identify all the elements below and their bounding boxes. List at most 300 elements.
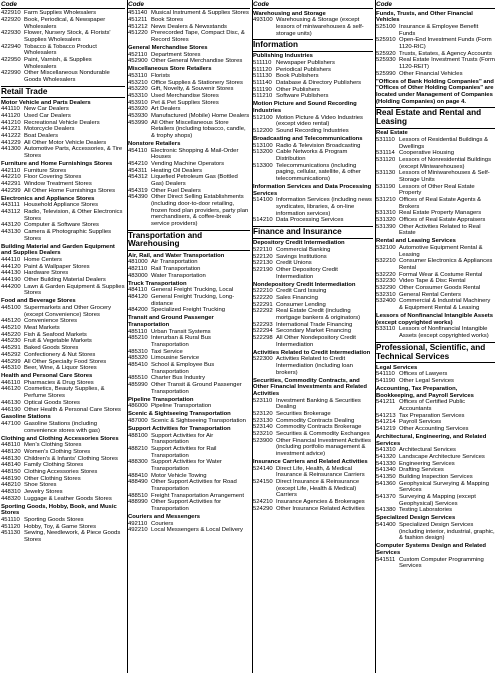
activity-description: Paint, Varnish, & Supplies Wholesalers (24, 56, 92, 70)
code-row (1, 456, 125, 463)
activity-description: Fish & Seafood Markets (24, 331, 87, 338)
activity-description: Cooperative Housing (399, 150, 455, 157)
naics-code: 444190 (1, 277, 21, 284)
activity-description: Prerecorded Tape, Compact Disc, & Record Stores (151, 30, 245, 43)
naics-code: 524140 (253, 465, 273, 472)
naics-code: 445310 (1, 365, 21, 372)
subsector-heading: Health and Personal Care Stores (1, 373, 93, 380)
code-row (1, 44, 125, 57)
naics-code: 422950 (1, 56, 21, 63)
code-row (1, 140, 125, 147)
activity-description: Support Activities for Rail Transportation (151, 445, 217, 459)
code-row (376, 57, 495, 70)
activity-description: Commercial & Industrial Machinery & Equipment Rental & Leasing (399, 298, 491, 312)
code-row (376, 24, 495, 37)
activity-description: Electronic Shopping & Mail-Order Houses (151, 147, 239, 161)
naics-code: 493100 (253, 17, 273, 24)
activity-description: Supermarkets and Other Grocery (except Convenience) Stores (24, 305, 112, 318)
code-row (128, 329, 250, 336)
activity-description: Men's Clothing Stores (24, 442, 82, 449)
naics-code: 488300 (128, 459, 148, 466)
naics-code: 532230 (376, 278, 396, 285)
code-row (253, 308, 373, 321)
subsector-heading: Truck Transportation (128, 280, 187, 287)
naics-code: 541214 (376, 419, 396, 426)
naics-code: 453220 (128, 86, 148, 93)
code-row (128, 194, 250, 227)
subsector-heading: Warehousing and Storage (253, 10, 326, 17)
activity-description: Testing Laboratories (399, 507, 453, 514)
naics-code: 531210 (376, 196, 396, 203)
naics-code: 541110 (376, 371, 395, 378)
activity-description: Investment Banking & Securities Dealing (276, 397, 361, 411)
column-4 (375, 0, 497, 673)
naics-code: 422910 (1, 10, 21, 17)
activity-description: Offices of Lawyers (399, 371, 448, 378)
activity-description: Securities & Commodity Exchanges (276, 430, 370, 437)
code-row (253, 197, 373, 217)
naics-code: 485310 (128, 348, 148, 355)
code-row (253, 335, 373, 348)
activity-description: Baked Goods Stores (24, 345, 79, 352)
activity-description: Optical Goods Stores (24, 399, 80, 406)
code-row (253, 267, 373, 280)
code-row (1, 318, 125, 325)
activity-description: Direct Life, Health, & Medical Insurance & Reinsurance Carriers (276, 465, 365, 479)
subsector-heading: Lessors of Nonfinancial Intangible Assets (except copyrighted works) (376, 312, 493, 326)
activity-description: Camera & Photographic Supplies Stores (24, 229, 112, 242)
naics-code: 442110 (1, 167, 21, 174)
naics-code: 443111 (1, 202, 20, 209)
activity-description: Real Estate Credit (including mortgage bankers & originators) (276, 308, 361, 321)
subsector-heading: Nondepository Credit Intermediation (253, 281, 356, 288)
code-row (253, 499, 373, 506)
activity-description: News Dealers & Newsstands (151, 23, 227, 30)
naics-code: 522292 (253, 308, 273, 315)
activity-description: Couriers (151, 520, 174, 527)
activity-description: General Freight Trucking, Local (151, 287, 234, 294)
activity-description: Limousine Service (151, 355, 200, 362)
activity-description: Sewing, Needlework, & Piece Goods Stores (24, 530, 121, 544)
activity-description: Other Legal Services (399, 378, 455, 385)
code-row (253, 302, 373, 309)
naics-code: 441229 (1, 139, 21, 146)
naics-code: 445299 (1, 358, 21, 365)
naics-code: 441210 (1, 119, 21, 126)
subsector-heading: Pipeline Transportation (128, 396, 194, 403)
code-row (376, 454, 495, 461)
naics-code: 448140 (1, 462, 21, 469)
code-row (376, 426, 495, 433)
naics-code: 513100 (253, 142, 273, 149)
subsector-heading: Publishing Industries (253, 53, 313, 60)
subsector-heading: Gasoline Stations (1, 414, 51, 421)
code-row (128, 479, 250, 492)
code-row (1, 469, 125, 476)
naics-code: 522110 (253, 246, 273, 253)
activity-description: Other Building Material Dealers (24, 277, 106, 284)
activity-description: Direct Insurance & Reinsurance (except Life, Health & Medical) Carriers (276, 478, 360, 499)
naics-code: 541213 (376, 412, 396, 419)
activity-description: Rail Transportation (151, 265, 201, 272)
naics-code: 522294 (253, 328, 273, 335)
naics-code: 448150 (1, 469, 21, 476)
naics-code: 541190 (376, 378, 396, 385)
activity-description: Custom Computer Programming Services (399, 556, 484, 570)
activity-description: Book Publishers (276, 73, 319, 80)
activity-description: All Other Miscellaneous Store Retailers (including tobacco, candle, & trophy shops) (151, 119, 246, 139)
code-row (253, 466, 373, 479)
naics-code: 482110 (128, 265, 148, 272)
code-row (128, 86, 250, 93)
subsector-heading: Transit and Ground Passenger Transportation (128, 315, 214, 328)
code-row (376, 150, 495, 157)
subsector-heading: Securities, Commodity Contracts, and Other Financial Investments and Related Activities (253, 377, 367, 397)
naics-code: 511130 (253, 73, 272, 80)
naics-code: 541380 (376, 507, 396, 514)
code-row (376, 285, 495, 292)
activity-description: Architectural Services (399, 447, 456, 454)
activity-description: All Other Specialty Food Stores (24, 358, 107, 365)
code-row (253, 60, 373, 67)
activity-description: Book, Periodical, & Newspaper Wholesalers (24, 16, 106, 30)
sector-heading (376, 342, 495, 364)
code-row (376, 474, 495, 481)
activity-description: Farm Supplies Wholesalers (24, 10, 97, 17)
subsector-heading: Information Services and Data Processing Services (253, 184, 372, 197)
subsector-heading: Legal Services (376, 364, 418, 371)
subsector-heading: Broadcasting and Telecommunications (253, 136, 363, 143)
code-row (128, 459, 250, 472)
code-row (253, 128, 373, 135)
naics-code: 453110 (128, 72, 148, 79)
code-row (128, 80, 250, 87)
subsector-heading: Activities Related to Credit Intermediation (253, 349, 371, 356)
code-row (253, 479, 373, 499)
code-row (376, 371, 495, 378)
naics-code: 441120 (1, 113, 21, 120)
naics-code: 524290 (253, 505, 273, 512)
activity-description: Other Clothing Stores (24, 475, 81, 482)
code-row (253, 356, 373, 376)
code-row (1, 106, 125, 113)
activity-description: Lessors of Nonfinancial Intangible Assets (except copyrighted works) (399, 326, 489, 339)
code-row (376, 210, 495, 217)
activity-description: Florists (151, 72, 170, 79)
code-row (376, 157, 495, 170)
activity-description: Radio & Television Broadcasting (276, 142, 361, 149)
subsector-heading: Couriers and Messengers (128, 513, 201, 520)
activity-description: All Other Nondepository Credit Intermediation (276, 334, 356, 348)
naics-code: 441222 (1, 133, 21, 140)
column-1 (0, 0, 127, 673)
code-row (1, 222, 125, 229)
code-row (253, 322, 373, 329)
naics-code: 446110 (1, 379, 21, 386)
naics-code: 483000 (128, 272, 148, 279)
naics-code: 448310 (1, 489, 21, 496)
subsector-heading: Support Activities for Transportation (128, 425, 231, 432)
activity-description: Charter Bus Industry (151, 375, 206, 382)
subsector-heading: Building Material and Garden Equipment and Supplies Dealers (1, 243, 115, 257)
activity-description: Hardware Stores (24, 270, 69, 277)
naics-code: 492110 (128, 520, 148, 527)
naics-code: 532400 (376, 298, 396, 305)
naics-code: 492210 (128, 527, 148, 534)
code-row (253, 115, 373, 128)
activity-description: Information Services (including news syndicates, libraries, & on-line information services) (276, 197, 372, 217)
code-row (128, 403, 250, 410)
activity-description: Other Depository Credit Intermediation (276, 266, 338, 280)
code-column-heading: Code (253, 0, 373, 9)
activity-description: Specialized Freight Trucking (151, 307, 225, 314)
naics-code: 441300 (1, 146, 21, 153)
naics-code: 523110 (253, 397, 273, 404)
code-row (376, 507, 495, 514)
activity-description: Surveying & Mapping (except Geophysical) Services (399, 494, 476, 507)
code-row (376, 461, 495, 468)
naics-code: 451211 (128, 16, 148, 23)
code-row (1, 277, 125, 284)
activity-description: Clothing Accessories Stores (24, 469, 98, 476)
naics-code: 443130 (1, 229, 21, 236)
code-row (128, 375, 250, 382)
activity-description: Real Estate Property Managers (399, 210, 482, 217)
activity-description: Beer, Wine, & Liquor Stores (24, 365, 97, 372)
naics-code: 487000 (128, 417, 148, 424)
activity-description: Used Merchandise Stores (151, 92, 219, 99)
activity-description: Recreational Vehicle Dealers (24, 119, 100, 126)
naics-code: 445210 (1, 325, 21, 332)
activity-description: School & Employee Bus Transportation (151, 361, 215, 375)
naics-code: 445230 (1, 338, 21, 345)
activity-description: Family Clothing Stores (24, 462, 84, 469)
naics-code: 531130 (376, 170, 396, 177)
subsector-heading: Rental and Leasing Services (376, 238, 456, 245)
subsector-heading: Furniture and Home Furnishings Stores (1, 161, 113, 168)
code-row (1, 202, 125, 209)
activity-description: Automotive Parts, Accessories, & Tire Stores (24, 146, 123, 160)
code-row (376, 557, 495, 570)
activity-description: Other Health & Personal Care Stores (24, 406, 121, 413)
code-row (1, 530, 125, 543)
code-row (1, 17, 125, 30)
activity-description: Cable Networks & Program Distribution (276, 149, 348, 163)
activity-description: New Car Dealers (24, 106, 69, 113)
activity-description: Meat Markets (24, 325, 60, 332)
code-row (128, 355, 250, 362)
code-row (253, 424, 373, 431)
code-row (376, 217, 495, 224)
activity-description: Pharmacies & Drug Stores (24, 379, 94, 386)
code-row (376, 245, 495, 258)
code-row (1, 380, 125, 387)
naics-code: 541340 (376, 467, 396, 474)
activity-description: Women's Clothing Stores (24, 449, 91, 456)
activity-description: Other General Merchandise Stores (151, 58, 243, 65)
code-row (128, 106, 250, 113)
naics-code: 444120 (1, 263, 21, 270)
code-row (128, 362, 250, 375)
activity-description: Commodity Contracts Dealing (276, 417, 355, 424)
subsector-heading: Food and Beverage Stores (1, 298, 76, 305)
subsector-heading: Funds, Trusts, and Other Financial Vehicles (376, 10, 473, 24)
naics-code: 488510 (128, 492, 148, 499)
naics-code: 484110 (128, 287, 148, 294)
naics-code: 451212 (128, 23, 148, 30)
naics-code: 484120 (128, 293, 148, 300)
activity-description: Other Support Activities for Road Transportation (151, 479, 237, 492)
code-row (128, 273, 250, 280)
activity-description: Fruit & Vegetable Markets (24, 338, 92, 345)
activity-description: Credit Unions (276, 260, 312, 267)
code-row (253, 87, 373, 94)
naics-code: 541219 (376, 426, 396, 433)
activity-description: Landscape Architecture Services (399, 454, 485, 461)
sector-title: Information (253, 40, 299, 50)
naics-code: 448190 (1, 475, 21, 482)
activity-description: Tax Preparation Services (399, 412, 465, 419)
activity-description: Support Activities for Air Transportation (151, 432, 214, 446)
naics-code: 453930 (128, 112, 148, 119)
code-row (128, 93, 250, 100)
activity-description: Lessors of Miniwarehouses & Self-Storage Units (399, 170, 490, 183)
activity-description: All Other Motor Vehicle Dealers (24, 139, 107, 146)
activity-description: Software Publishers (276, 93, 329, 100)
code-row (1, 120, 125, 127)
activity-description: Geophysical Surveying & Mapping Services (399, 480, 490, 494)
activity-description: Pipeline Transportation (151, 403, 212, 410)
activity-description: Sporting Goods Stores (24, 517, 84, 524)
activity-description: Securities Brokerage (276, 410, 331, 417)
activity-description: Vending Machine Operators (151, 160, 225, 167)
activity-description: Commodity Contracts Brokerage (276, 424, 362, 431)
activity-description: Data Processing Services (276, 217, 344, 224)
code-row (1, 524, 125, 531)
naics-code: 488490 (128, 479, 148, 486)
activity-description: Activities Related to Credit Intermediation (including loan brokers) (276, 356, 353, 376)
naics-code: 446190 (1, 406, 21, 413)
code-row (128, 433, 250, 446)
activity-description: Art Dealers (151, 106, 181, 113)
activity-description: Insurance Agencies & Brokerages (276, 498, 365, 505)
code-row (1, 496, 125, 503)
code-row (128, 58, 250, 65)
activity-description: General Rental Centers (399, 291, 461, 298)
naics-code: 441221 (1, 126, 21, 133)
code-row (376, 326, 495, 339)
naics-code: 523140 (253, 424, 273, 431)
activity-description: Water Transportation (151, 272, 206, 279)
naics-code: 514210 (253, 217, 273, 224)
subsector-heading: Specialized Design Services (376, 515, 456, 522)
code-row (376, 224, 495, 237)
naics-code: 525910 (376, 37, 396, 44)
activity-description: Commercial Banking (276, 246, 331, 253)
naics-code: 522291 (253, 301, 273, 308)
activity-description: Engineering Services (399, 460, 455, 467)
naics-code: 444200 (1, 283, 21, 290)
code-row (253, 288, 373, 295)
holding-companies-note: "Offices of Bank Holding Companies" and "Offices of Other Holding Companies" are located under Management of Companies (Holding Companies) on page 4. (376, 78, 494, 105)
code-row (1, 30, 125, 43)
naics-code: 442291 (1, 181, 21, 188)
naics-code: 452900 (128, 58, 148, 65)
naics-code: 422940 (1, 43, 21, 50)
naics-code: 531114 (376, 150, 395, 157)
code-row (376, 170, 495, 183)
code-row (1, 57, 125, 70)
code-column-heading: Code (376, 0, 495, 9)
code-row (376, 258, 495, 271)
activity-description: Convenience Stores (24, 318, 78, 325)
sector-heading (376, 107, 495, 129)
naics-code: 514100 (253, 197, 273, 204)
naics-code: 522120 (253, 253, 273, 260)
naics-code: 451110 (1, 517, 20, 524)
activity-description: Real Estate Investment Trusts (Form 1120-REIT) (399, 57, 495, 70)
naics-code: 486000 (128, 403, 148, 410)
sector-title: Professional, Scientific, and Technical Services (376, 342, 486, 361)
code-row (1, 133, 125, 140)
naics-code: 454319 (128, 187, 148, 194)
activity-description: Children's & Infants' Clothing Stores (24, 455, 118, 462)
naics-code: 532310 (376, 291, 396, 298)
code-row (128, 335, 250, 348)
subsector-heading: Clothing and Clothing Accessories Stores (1, 435, 119, 442)
naics-code: 451220 (128, 30, 148, 37)
activity-description: Offices of Certified Public Accountants (399, 399, 466, 413)
activity-description: Trusts, Estates, & Agency Accounts (399, 50, 492, 57)
code-column-heading: Code (1, 0, 125, 9)
activity-description: Household Appliance Stores (24, 202, 99, 209)
code-row (1, 325, 125, 332)
code-row (1, 10, 125, 17)
naics-code: 532290 (376, 285, 396, 291)
activity-description: Other Miscellaneous Nondurable Goods Wholesalers (24, 70, 110, 83)
activity-description: Lessors of Residential Buildings & Dwellings (399, 136, 489, 150)
activity-description: All Other Home Furnishings Stores (24, 187, 116, 194)
naics-code: 522220 (253, 294, 273, 301)
code-row (128, 287, 250, 294)
code-row (253, 67, 373, 74)
code-row (1, 126, 125, 133)
naics-code: 541320 (376, 454, 396, 461)
code-row (128, 473, 250, 480)
activity-description: Urban Transit Systems (151, 328, 211, 335)
code-row (1, 332, 125, 339)
code-row (376, 298, 495, 311)
naics-code: 454110 (128, 147, 148, 154)
activity-description: Floor Covering Stores (24, 174, 82, 181)
code-row (1, 257, 125, 264)
code-row (1, 338, 125, 345)
subsector-heading: Air, Rail, and Water Transportation (128, 252, 225, 259)
code-row (128, 188, 250, 195)
activity-description: Pet & Pet Supplies Stores (151, 99, 219, 106)
naics-code: 445120 (1, 318, 21, 325)
naics-code: 446130 (1, 399, 21, 406)
code-row (1, 284, 125, 297)
activity-description: Insurance & Employee Benefit Funds (399, 23, 479, 37)
naics-code: 524210 (253, 498, 273, 505)
activity-description: Hobby, Toy, & Game Stores (24, 523, 97, 530)
activity-description: Consumer Lending (276, 301, 326, 308)
code-row (1, 365, 125, 372)
naics-code: 441110 (1, 106, 20, 113)
code-row (128, 418, 250, 425)
naics-code: 531320 (376, 216, 396, 223)
